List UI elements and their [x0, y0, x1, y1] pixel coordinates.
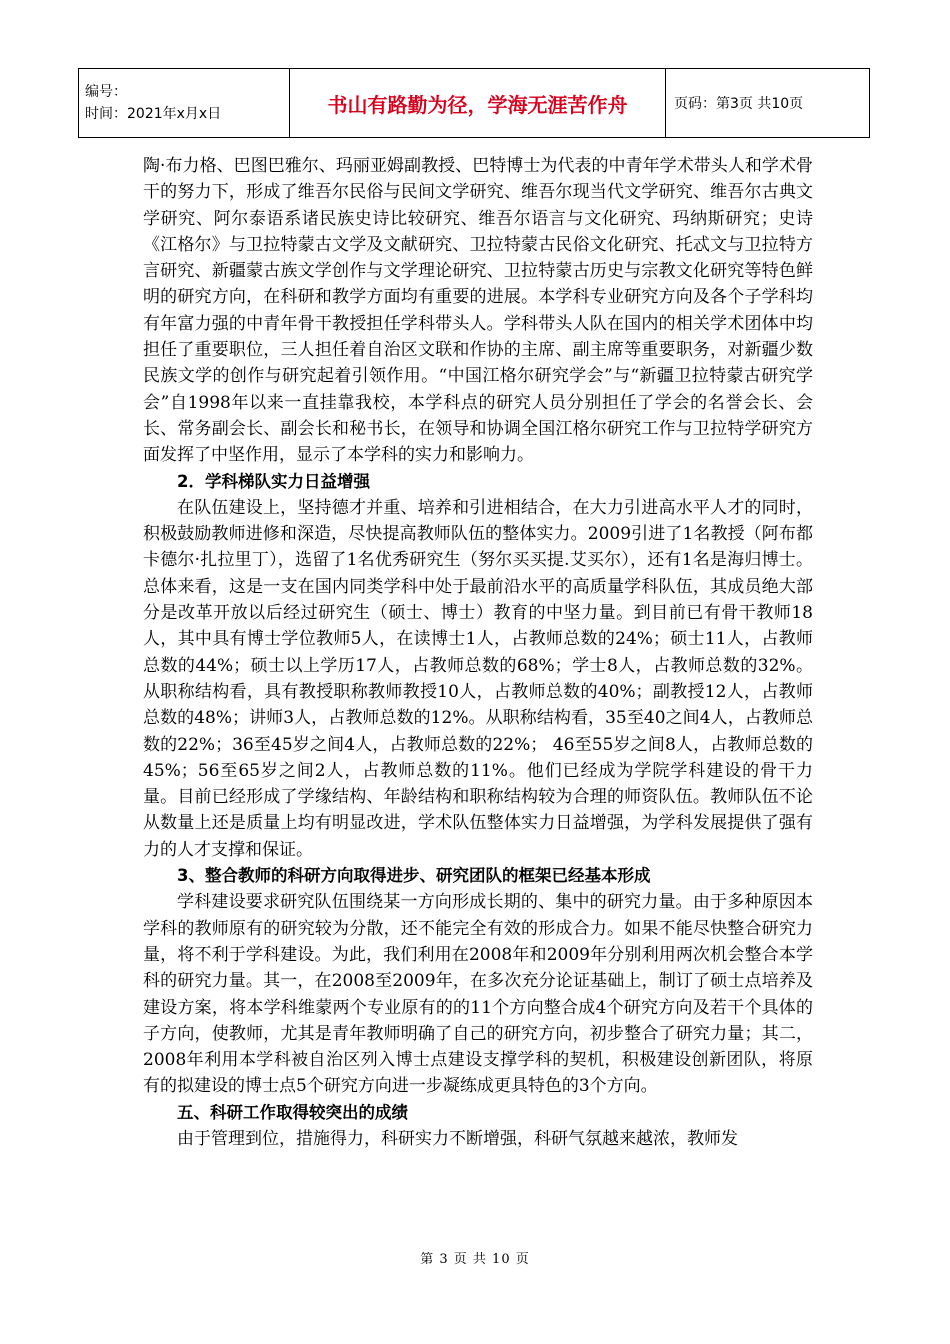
number-label: 编号：	[85, 84, 127, 100]
paragraph-3: 学科建设要求研究队伍围绕某一方向形成长期的、集中的研究力量。由于多种原因本学科的教师原有的研究较为分散，还不能完全有效的形成合力。如果不能尽快整合研究力量，将不利于学科建设。为此，我们利用在2008年和2009年分别利用两次机会整合本学科的研究力量。其一，在2008至2009年，在多次充分论证基础上，制订了硕士点培养及建设方案，将本学科维蒙两个专业原有的的11个方向整合成4个研究方向及若干个具体的子方向，使教师，尤其是青年教师明确了自己的研究方向，初步整合了研究力量；其二，2008年利用本学科被自治区列入博士点建设支撑学科的契机，积极建设创新团队，将原有的拟建设的博士点5个研究方向进一步凝练成更具特色的3个方向。	[143, 892, 813, 1097]
time-label: 时间：2021年x月x日	[85, 106, 222, 122]
section-heading-3: 3、整合教师的科研方向取得进步、研究团队的框架已经基本形成	[177, 866, 651, 886]
header-motto: 书山有路勤为径，学海无涯苦作舟	[290, 69, 666, 138]
page-footer: 第 3 页 共 10 页	[420, 1252, 530, 1267]
document-body	[143, 153, 813, 1152]
paragraph-5: 由于管理到位，措施得力，科研实力不断增强，科研气氛越来越浓，教师发	[177, 1128, 738, 1149]
paragraph-2: 在队伍建设上，坚持德才并重、培养和引进相结合，在大力引进高水平人才的同时，积极鼓励教师进修和深造，尽快提高教师队伍的整体实力。2009引进了1名教授（阿布都卡德尔·扎拉里丁），选留了1名优秀研究生（努尔买买提.艾买尔），还有1名是海归博士。总体来看，这是一支在国内同类学科中处于最前沿水平的高质量学科队伍，其成员绝大部分是改革开放以后经过研究生（硕士、博士）教育的中坚力量。到目前已有骨干教师18人，其中具有博士学位教师5人，在读博士1人，占教师总数的24%；硕士11人，占教师总数的44%；硕士以上学历17人，占教师总数的68%；学士8人，占教师总数的32%。从职称结构看，具有教授职称教师教授10人，占教师总数的40%；副教授12人，占教师总数的48%；讲师3人，占教师总数的12%。从职称结构看，35至40之间4人，占教师总数的22%；36至45岁之间4人，占教师总数的22%； 46至55岁之间8人，占教师总数的45%；56至65岁之间2人，占教师总数的11%。他们已经成为学院学科建设的骨干力量。目前已经形成了学缘结构、年龄结构和职称结构较为合理的师资队伍。教师队伍不论从数量上还是质量上均有明显改进，学术队伍整体实力日益增强，为学科发展提供了强有力的人才支撑和保证。	[143, 497, 813, 860]
header-meta	[79, 69, 290, 138]
header-page-label: 页码：第3页 共10页	[666, 69, 870, 138]
section-heading-2: 2．学科梯队实力日益增强	[177, 471, 370, 491]
header-table	[78, 68, 870, 138]
paragraph-1: 陶·布力格、巴图巴雅尔、玛丽亚姆副教授、巴特博士为代表的中青年学术带头人和学术骨干的努力下，形成了维吾尔民俗与民间文学研究、维吾尔现当代文学研究、维吾尔古典文学研究、阿尔泰语系诸民族史诗比较研究、维吾尔语言与文化研究、玛纳斯研究；史诗《江格尔》与卫拉特蒙古文学及文献研究、卫拉特蒙古民俗文化研究、托忒文与卫拉特方言研究、新疆蒙古族文学创作与文学理论研究、卫拉特蒙古历史与宗教文化研究等特色鲜明的研究方向，在科研和教学方面均有重要的进展。本学科专业研究方向及各个子学科均有年富力强的中青年骨干教授担任学科带头人。学科带头人队在国内的相关学术团体中均担任了重要职位，三人担任着自治区文联和作协的主席、副主席等重要职务，对新疆少数民族文学的创作与研究起着引领作用。“中国江格尔研究学会”与“新疆卫拉特蒙古研究学会”自1998年以来一直挂靠我校，本学科点的研究人员分别担任了学会的名誉会长、会长、常务副会长、副会长和秘书长，在领导和协调全国江格尔研究工作与卫拉特学研究方面发挥了中坚作用，显示了本学科的实力和影响力。	[143, 156, 813, 466]
section-heading-5: 五、科研工作取得较突出的成绩	[177, 1102, 408, 1122]
